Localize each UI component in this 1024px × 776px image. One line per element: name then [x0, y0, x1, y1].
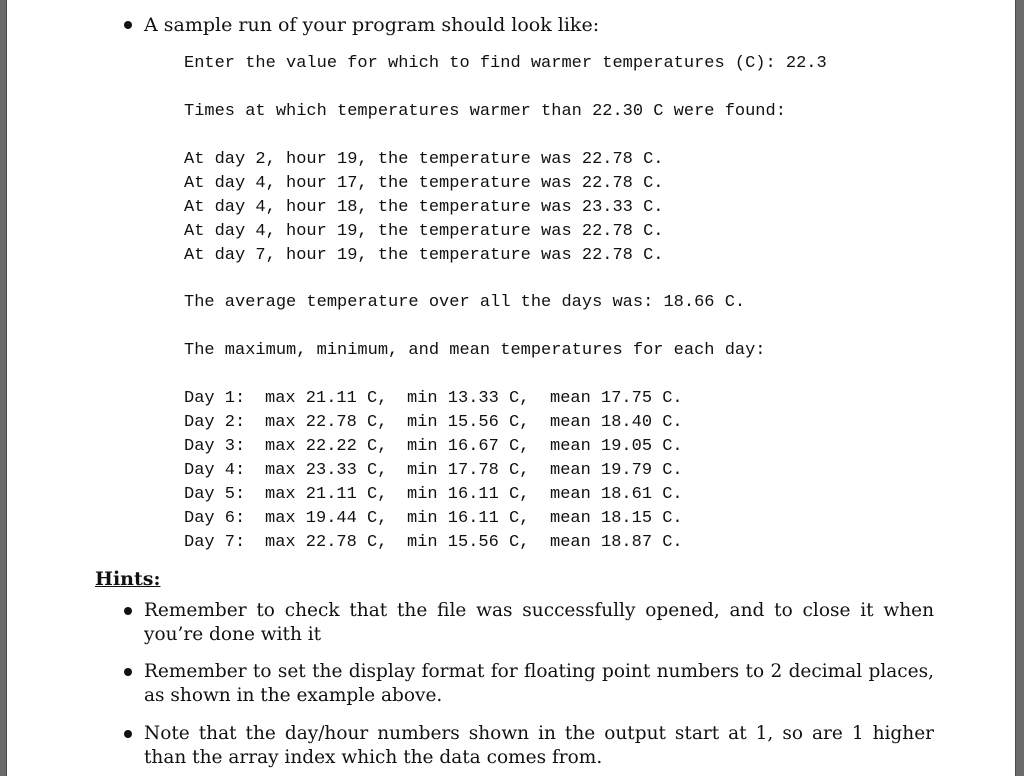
day-min: min 15.56 C, [407, 413, 530, 432]
day-mean: mean 18.15 C. [550, 509, 683, 528]
warm-lines [184, 148, 663, 268]
intro-text: A sample run of your program should look like: [144, 14, 600, 36]
day-min: min 17.78 C, [407, 461, 530, 480]
average-line: The average temperature over all the days was: 18.66 C. [184, 293, 746, 312]
hint-item [144, 599, 934, 647]
day-label: Day 6: [184, 509, 246, 528]
day-max: max 21.11 C, [265, 485, 388, 504]
day-mean: mean 19.05 C. [550, 437, 683, 456]
day-min: min 16.11 C, [407, 509, 530, 528]
warm-line: At day 2, hour 19, the temperature was 22.78 C. [184, 150, 664, 169]
hint-text: Note that the day/hour numbers shown in the output start at 1, so are 1 higher than the array index which the data comes from. [144, 723, 934, 768]
bullet-icon [124, 607, 132, 615]
times-header: Times at which temperatures warmer than 22.30 C were found: [184, 102, 786, 121]
day-label: Day 2: [184, 413, 246, 432]
hint-item [144, 722, 934, 770]
day-min: min 15.56 C, [407, 533, 530, 552]
hint-text: Remember to check that the file was successfully opened, and to close it when you’re done with it [144, 600, 934, 645]
document-page [6, 0, 1016, 776]
bullet-icon [124, 730, 132, 738]
warm-line: At day 7, hour 19, the temperature was 22.78 C. [184, 246, 664, 265]
sample-prompt: Enter the value for which to find warmer temperatures (C): 22.3 [184, 54, 827, 73]
day-mean: mean 19.79 C. [550, 461, 683, 480]
day-max: max 22.78 C, [265, 413, 388, 432]
day-row [184, 483, 683, 507]
day-min: min 13.33 C, [407, 389, 530, 408]
day-row [184, 411, 683, 435]
day-min: min 16.67 C, [407, 437, 530, 456]
day-row [184, 531, 683, 555]
bullet-icon [124, 21, 132, 29]
day-max: max 22.22 C, [265, 437, 388, 456]
day-mean: mean 18.87 C. [550, 533, 683, 552]
warm-line: At day 4, hour 17, the temperature was 22.78 C. [184, 174, 664, 193]
day-label: Day 3: [184, 437, 246, 456]
day-stats-table [184, 387, 683, 555]
day-max: max 22.78 C, [265, 533, 388, 552]
day-max: max 19.44 C, [265, 509, 388, 528]
hint-item [144, 660, 934, 708]
day-mean: mean 17.75 C. [550, 389, 683, 408]
day-label: Day 5: [184, 485, 246, 504]
day-label: Day 1: [184, 389, 246, 408]
day-min: min 16.11 C, [407, 485, 530, 504]
day-label: Day 7: [184, 533, 246, 552]
day-row [184, 387, 683, 411]
day-label: Day 4: [184, 461, 246, 480]
day-row [184, 459, 683, 483]
stats-header: The maximum, minimum, and mean temperatures for each day: [184, 341, 766, 360]
day-row [184, 435, 683, 459]
day-row [184, 507, 683, 531]
day-mean: mean 18.61 C. [550, 485, 683, 504]
warm-line: At day 4, hour 19, the temperature was 22.78 C. [184, 222, 664, 241]
day-max: max 23.33 C, [265, 461, 388, 480]
hint-text: Remember to set the display format for floating point numbers to 2 decimal places, as shown in the example above. [144, 661, 934, 706]
day-max: max 21.11 C, [265, 389, 388, 408]
day-mean: mean 18.40 C. [550, 413, 683, 432]
bullet-icon [124, 668, 132, 676]
warm-line: At day 4, hour 18, the temperature was 23.33 C. [184, 198, 664, 217]
hints-heading: Hints: [95, 568, 161, 590]
